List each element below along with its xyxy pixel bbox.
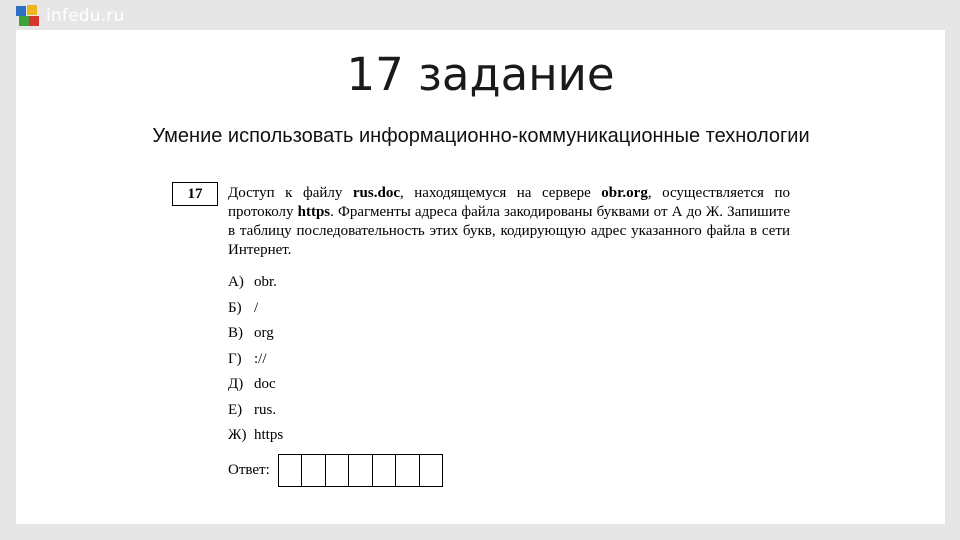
option-item [228, 274, 283, 300]
option-item [228, 427, 283, 453]
task-text-segment: , находящемуся на сервере [399, 185, 602, 201]
answer-cell[interactable] [302, 454, 326, 487]
option-letter: Г) [228, 350, 242, 367]
option-letter: А) [228, 274, 244, 290]
answer-cell[interactable] [279, 454, 303, 487]
answer-cell[interactable] [326, 454, 350, 487]
task-number-box: 17 [172, 182, 218, 206]
task-text-segment: , осуществляется по протоколу [228, 185, 790, 220]
option-item [228, 300, 283, 326]
option-letter: Ж) [228, 427, 247, 443]
answer-cell[interactable] [420, 454, 444, 487]
task-text-segment: . Фрагменты адреса файла закодированы буквами от А до Ж. Запишите в таблицу последовательность этих букв, кодирующую адрес указанного файла в сети Интернет. [228, 204, 790, 258]
option-value: https [254, 427, 284, 443]
option-item [228, 325, 283, 351]
answer-row [228, 454, 443, 487]
option-letter: В) [228, 325, 243, 341]
answer-label: Ответ: [228, 462, 270, 478]
option-item [228, 351, 283, 377]
page-title: 17 задание [346, 48, 615, 101]
task-text-bold: https [297, 204, 331, 220]
answer-cell[interactable] [396, 454, 420, 487]
answer-cell[interactable] [373, 454, 397, 487]
slide [16, 30, 945, 524]
option-letter: Д) [228, 376, 244, 392]
answer-table [278, 454, 444, 487]
logo-squares-icon [16, 5, 40, 27]
option-value: :// [254, 350, 267, 367]
answer-options-list [228, 274, 283, 453]
option-value: / [254, 299, 259, 316]
task-statement [228, 184, 790, 260]
site-logo[interactable] [16, 5, 124, 27]
logo-text: infedu.ru [46, 6, 125, 26]
answer-cell[interactable] [349, 454, 373, 487]
option-value: doc [254, 376, 276, 392]
slide-subtitle: Умение использовать информационно-коммуникационные технологии [152, 125, 810, 147]
option-value: obr. [254, 274, 277, 290]
option-letter: Е) [228, 401, 243, 418]
option-value: rus. [254, 401, 277, 418]
option-letter: Б) [228, 299, 242, 316]
option-value: org [254, 325, 274, 341]
task-text-segment: Доступ к файлу [228, 185, 353, 201]
option-item [228, 402, 283, 428]
option-item [228, 376, 283, 402]
task-text-bold: obr.org [601, 185, 648, 201]
task-text-bold: rus.doc [352, 185, 400, 201]
